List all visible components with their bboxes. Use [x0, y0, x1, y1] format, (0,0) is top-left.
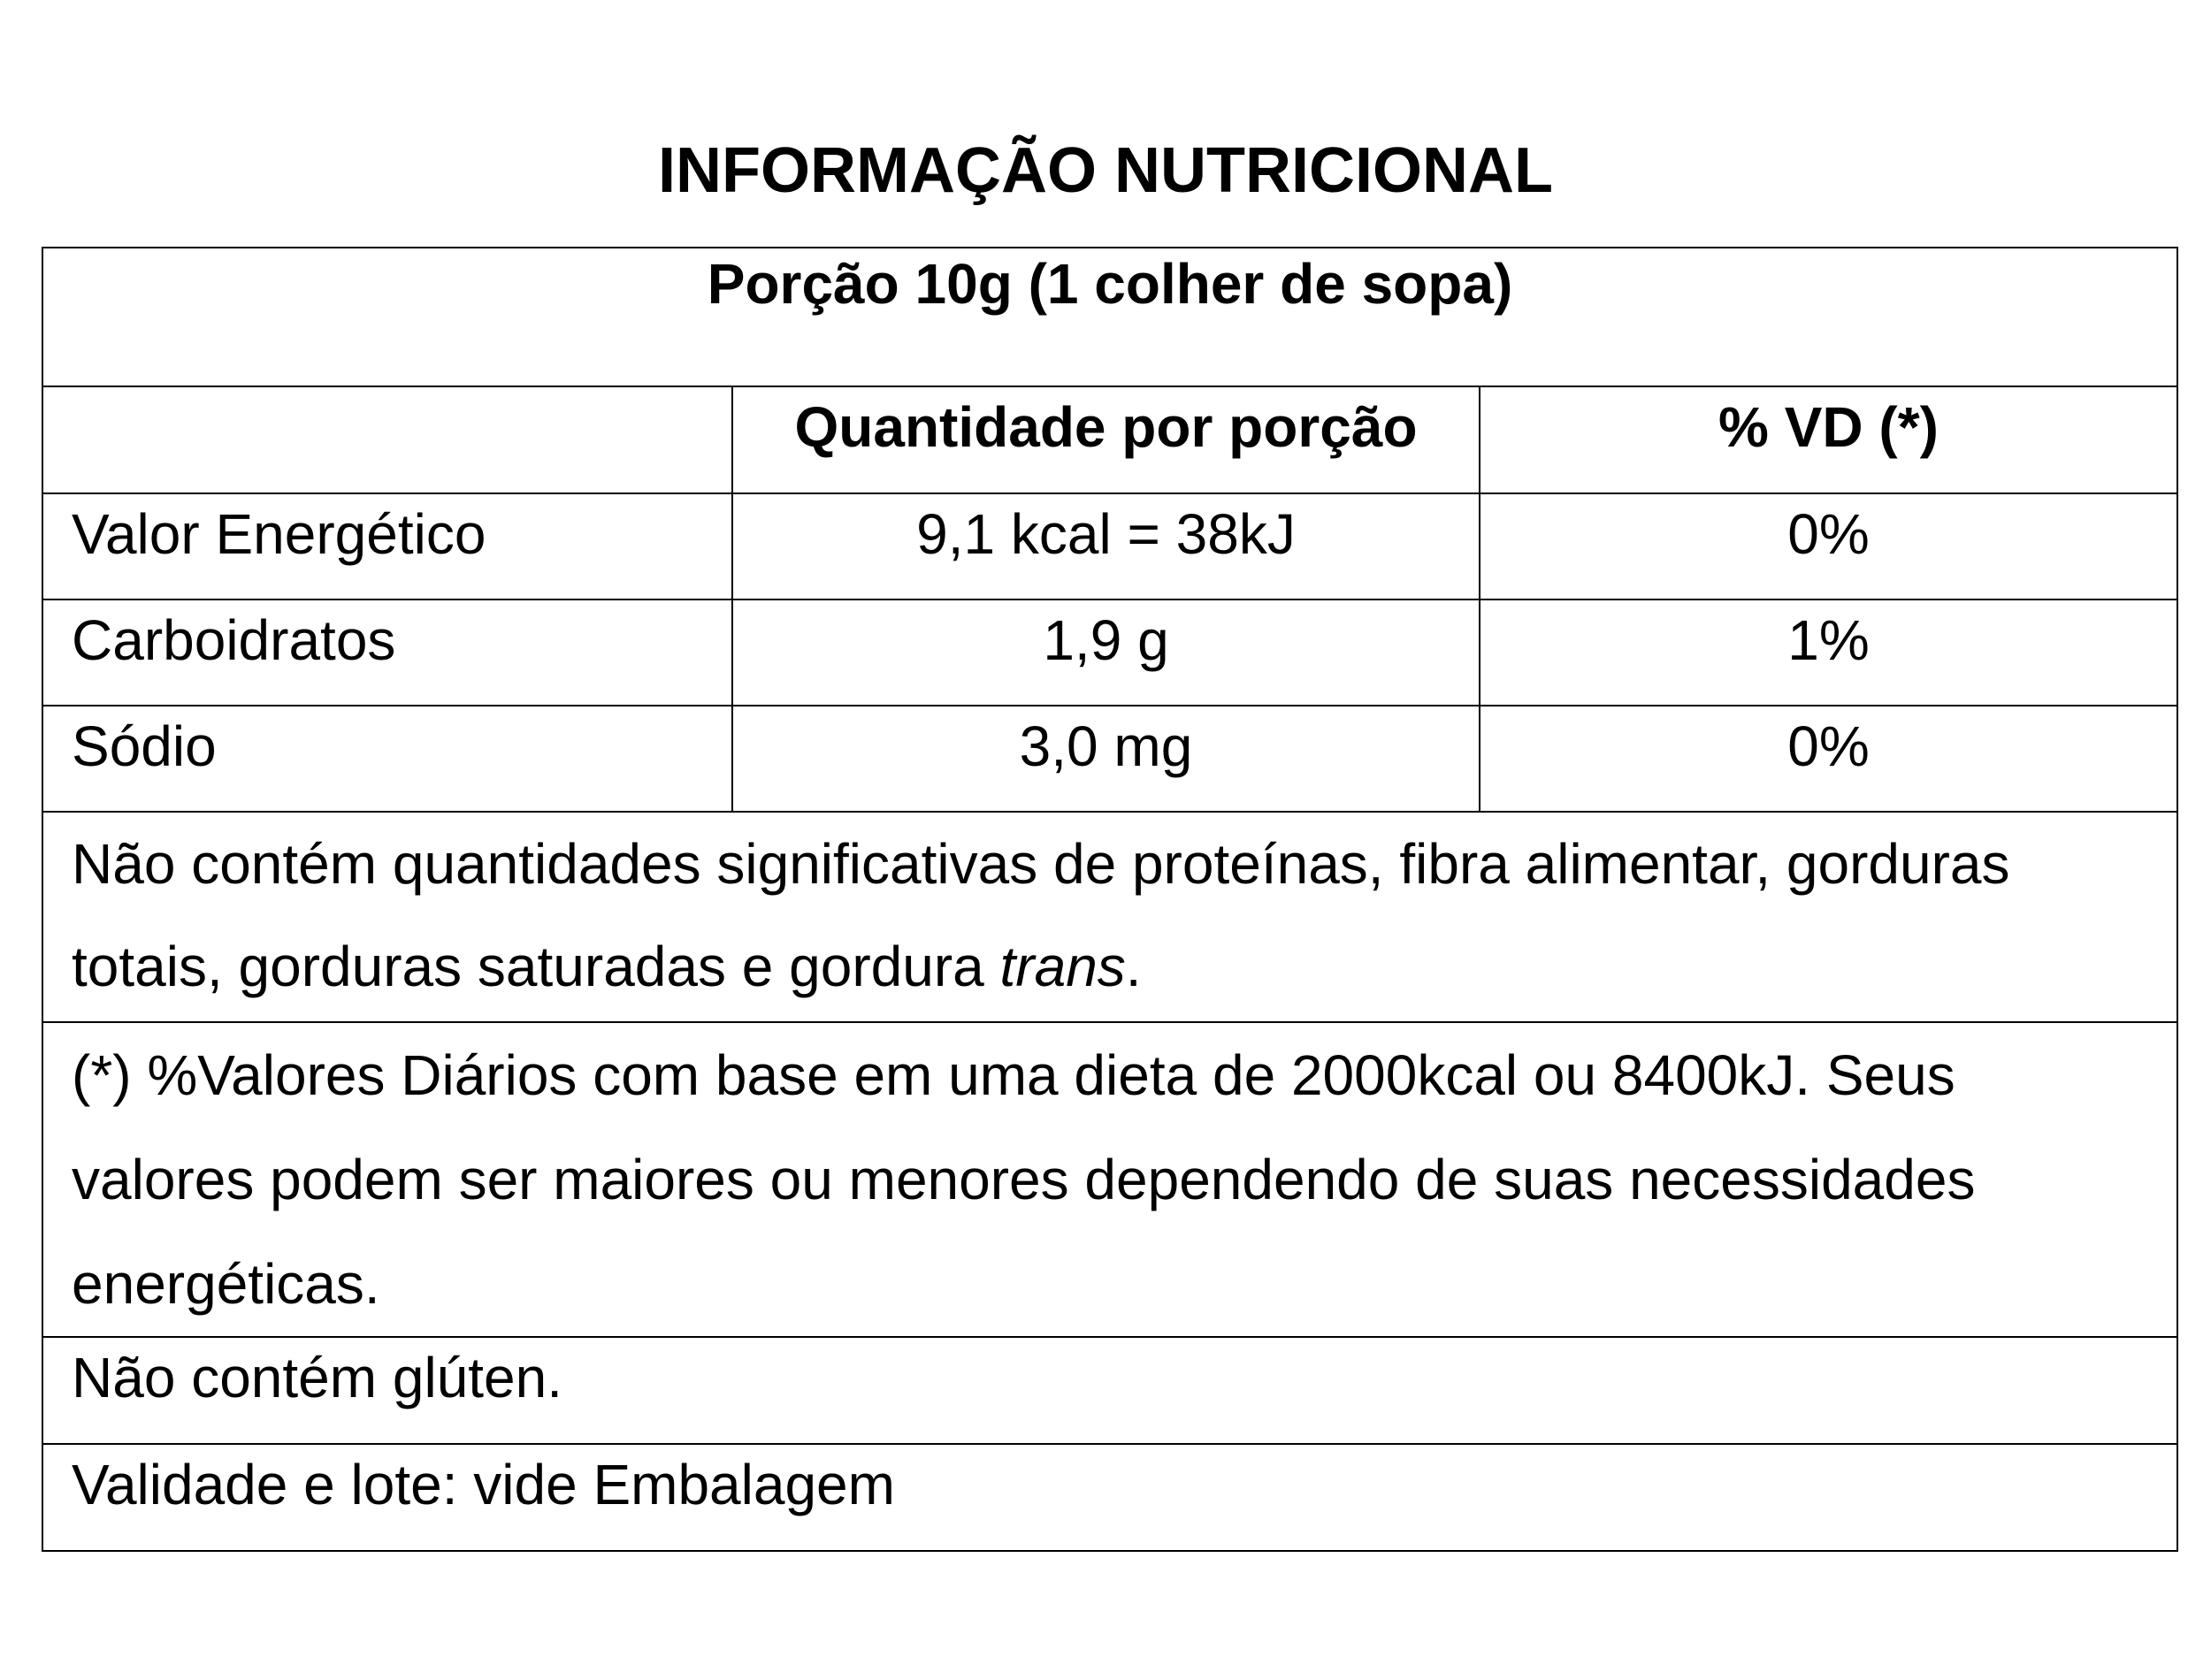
nutrient-name: Valor Energético [42, 493, 732, 599]
page-title: INFORMAÇÃO NUTRICIONAL [658, 135, 1553, 206]
header-daily-value: % VD (*) [1480, 386, 2177, 493]
table-row [42, 706, 2177, 812]
validity-row [42, 1444, 2177, 1551]
nutrient-name: Sódio [42, 706, 732, 812]
nutrient-quantity: 1,9 g [732, 599, 1480, 706]
table-row [42, 599, 2177, 706]
header-row [42, 386, 2177, 493]
portion-size: Porção 10g (1 colher de sopa) [42, 248, 2177, 386]
header-quantity: Quantidade por porção [732, 386, 1480, 493]
gluten-note: Não contém glúten. [42, 1337, 2177, 1444]
nutrient-quantity: 3,0 mg [732, 706, 1480, 812]
nutrition-table [42, 247, 2178, 1552]
nutrient-daily-value: 1% [1480, 599, 2177, 706]
validity-note: Validade e lote: vide Embalagem [42, 1444, 2177, 1551]
nutrient-daily-value: 0% [1480, 493, 2177, 599]
table-row [42, 493, 2177, 599]
portion-row [42, 248, 2177, 386]
note-text: Não contém quantidades significativas de proteínas, fibra alimentar, gorduras totais, gorduras saturadas e gordura [72, 832, 2010, 998]
gluten-row [42, 1337, 2177, 1444]
note-italic-term: trans [999, 935, 1126, 998]
nutrient-quantity: 9,1 kcal = 38kJ [732, 493, 1480, 599]
insignificant-nutrients-row [42, 812, 2177, 1022]
note-end: . [1125, 935, 1142, 998]
insignificant-nutrients-note [42, 812, 2177, 1022]
daily-values-row [42, 1022, 2177, 1337]
nutrient-name: Carboidratos [42, 599, 732, 706]
daily-values-note: (*) %Valores Diários com base em uma dieta de 2000kcal ou 8400kJ. Seus valores podem ser maiores ou menores dependendo de suas necessidades energéticas. [42, 1022, 2177, 1337]
nutrient-daily-value: 0% [1480, 706, 2177, 812]
header-blank-cell [42, 386, 732, 493]
